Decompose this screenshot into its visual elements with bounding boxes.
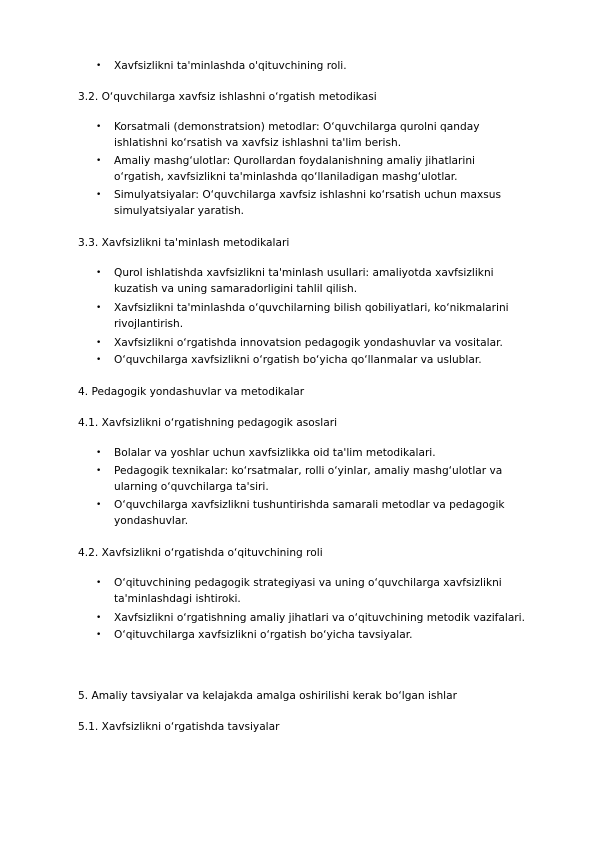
section-heading-3-2: 3.2. O‘quvchilarga xavfsiz ishlashni o‘rgatish metodikasi <box>78 91 377 103</box>
list-item-text: Qurol ishlatishda xavfsizlikni ta'minlash usullari: amaliyotda xavfsizlikni kuzatish va uning samaradorligini tahlil qilish. <box>114 267 494 295</box>
list-item-text: O‘quvchilarga xavfsizlikni tushuntirishda samarali metodlar va pedagogik yondashuvlar. <box>114 499 505 527</box>
bullet-icon: • <box>96 355 102 365</box>
bullet-icon: • <box>96 630 102 640</box>
list-item-text: Xavfsizlikni ta'minlashda o'qituvchining roli. <box>114 60 347 72</box>
bullet-icon: • <box>96 156 102 166</box>
list-item-text: O‘quvchilarga xavfsizlikni o‘rgatish bo‘yicha qo‘llanmalar va uslublar. <box>114 354 482 366</box>
bullet-icon: • <box>96 268 102 278</box>
section-heading-4: 4. Pedagogik yondashuvlar va metodikalar <box>78 386 305 398</box>
bullet-icon: • <box>96 578 102 588</box>
bullet-icon: • <box>96 613 102 623</box>
bullet-icon: • <box>96 448 102 458</box>
bullet-icon: • <box>96 190 102 200</box>
list-item-text: Xavfsizlikni o‘rgatishning amaliy jihatlari va o‘qituvchining metodik vazifalari. <box>114 612 525 624</box>
list-item-text: Xavfsizlikni ta'minlashda o‘quvchilarning bilish qobiliyatlari, ko‘nikmalarini rivojlantirish. <box>114 302 509 330</box>
section-heading-3-3: 3.3. Xavfsizlikni ta'minlash metodikalari <box>78 237 290 249</box>
bullet-icon: • <box>96 303 102 313</box>
section-heading-4-2: 4.2. Xavfsizlikni o‘rgatishda o‘qituvchining roli <box>78 547 323 559</box>
bullet-icon: • <box>96 500 102 510</box>
section-heading-4-1: 4.1. Xavfsizlikni o‘rgatishning pedagogik asoslari <box>78 417 338 429</box>
list-item-text: Xavfsizlikni o‘rgatishda innovatsion pedagogik yondashuvlar va vositalar. <box>114 337 503 349</box>
bullet-icon: • <box>96 338 102 348</box>
bullet-icon: • <box>96 466 102 476</box>
list-item-text: Bolalar va yoshlar uchun xavfsizlikka oid ta'lim metodikalari. <box>114 447 436 459</box>
bullet-icon: • <box>96 122 102 132</box>
bullet-icon: • <box>96 61 102 71</box>
list-item-text: Simulyatsiyalar: O‘quvchilarga xavfsiz ishlashni ko‘rsatish uchun maxsus simulyatsiyalar yaratish. <box>114 189 501 217</box>
section-heading-5-1: 5.1. Xavfsizlikni o‘rgatishda tavsiyalar <box>78 721 280 733</box>
list-item-text: O‘qituvchining pedagogik strategiyasi va uning o‘quvchilarga xavfsizlikni ta'minlashdagi ishtiroki. <box>114 577 502 605</box>
section-heading-5: 5. Amaliy tavsiyalar va kelajakda amalga oshirilishi kerak bo‘lgan ishlar <box>78 690 457 702</box>
list-item-text: O‘qituvchilarga xavfsizlikni o‘rgatish bo‘yicha tavsiyalar. <box>114 629 413 641</box>
list-item-text: Amaliy mashg‘ulotlar: Qurollardan foydalanishning amaliy jihatlarini o‘rgatish, xavfsizlikni ta'minlashda qo‘llaniladigan mashg‘ulotlar. <box>114 155 476 183</box>
list-item-text: Korsatmali (demonstratsion) metodlar: O‘quvchilarga qurolni qanday ishlatishni ko‘rsatish va xavfsiz ishlashni ta'lim berish. <box>114 121 480 149</box>
list-item-text: Pedagogik texnikalar: ko‘rsatmalar, rolli o‘yinlar, amaliy mashg‘ulotlar va ularning o‘quvchilarga ta'siri. <box>114 465 503 493</box>
